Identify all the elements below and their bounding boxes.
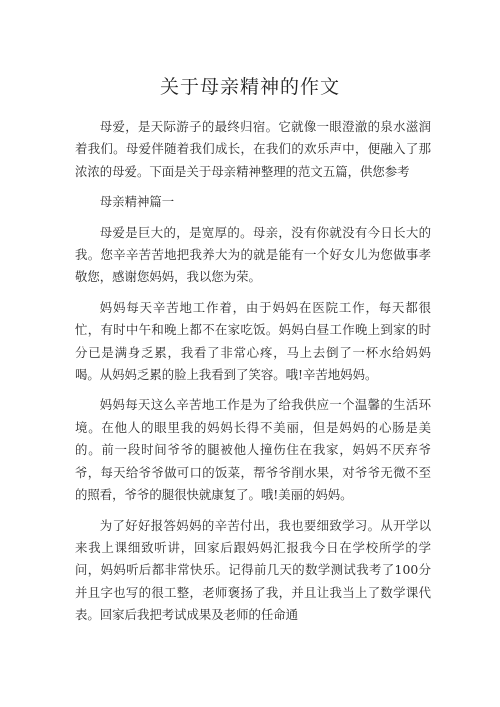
section-heading: 母亲精神篇一 [99, 194, 175, 210]
paragraph-gap [75, 214, 431, 222]
paragraph-gap [75, 507, 431, 515]
body-paragraph-2: 妈妈每天辛苦地工作着，由于妈妈在医院工作，每天都很忙，有时中午和晚上都不在家吃饭。妈妈白昼工作晚上到家的时分已是满身乏累，我看了非常心疼，马上去倒了一杯水给妈妈喝。从妈妈乏累的脸上我看到了笑容。哦!辛苦地妈妈。 [75, 299, 431, 383]
document-title: 关于母亲精神的作文 [159, 76, 340, 98]
intro-paragraph: 母爱，是天际游子的最终归宿。它就像一眼澄澈的泉水滋润着我们。母爱伴随着我们成长，在我们的欢乐声中，便融入了那浓浓的母爱。下面是关于母亲精神整理的范文五篇，供您参考 [75, 119, 431, 179]
paragraph-gap [75, 183, 431, 191]
body-paragraph-3: 妈妈每天这么辛苦地工作是为了给我供应一个温馨的生活环境。在他人的眼里我的妈妈长得不美丽，但是妈妈的心肠是美的。前一段时间爷爷的腿被他人撞伤住在我家，妈妈不厌弃爷爷，每天给爷爷做可口的饭菜，帮爷爷削水果，对爷爷无微不至的照看，爷爷的腿很快就康复了。哦!美丽的妈妈。 [75, 397, 431, 503]
body-paragraph-1: 母爱是巨大的，是宽厚的。母亲，没有你就没有今日长大的我。您辛辛苦苦地把我养大为的就是能有一个好女儿为您做事孝敬您，感谢您妈妈，我以您为荣。 [75, 224, 431, 285]
paragraph-gap [75, 386, 431, 394]
body-paragraph-4: 为了好好报答妈妈的辛苦付出，我也要细致学习。从开学以来我上课细致听讲，回家后跟妈妈汇报我今日在学校所学的学问，妈妈听后都非常快乐。记得前几天的数学测试我考了100分并且字也写的很工整，老师褒扬了我，并且让我当上了数学课代表。回家后我把考试成果及老师的任命通 [75, 517, 431, 623]
paragraph-gap [75, 289, 431, 297]
document-body [75, 116, 431, 627]
